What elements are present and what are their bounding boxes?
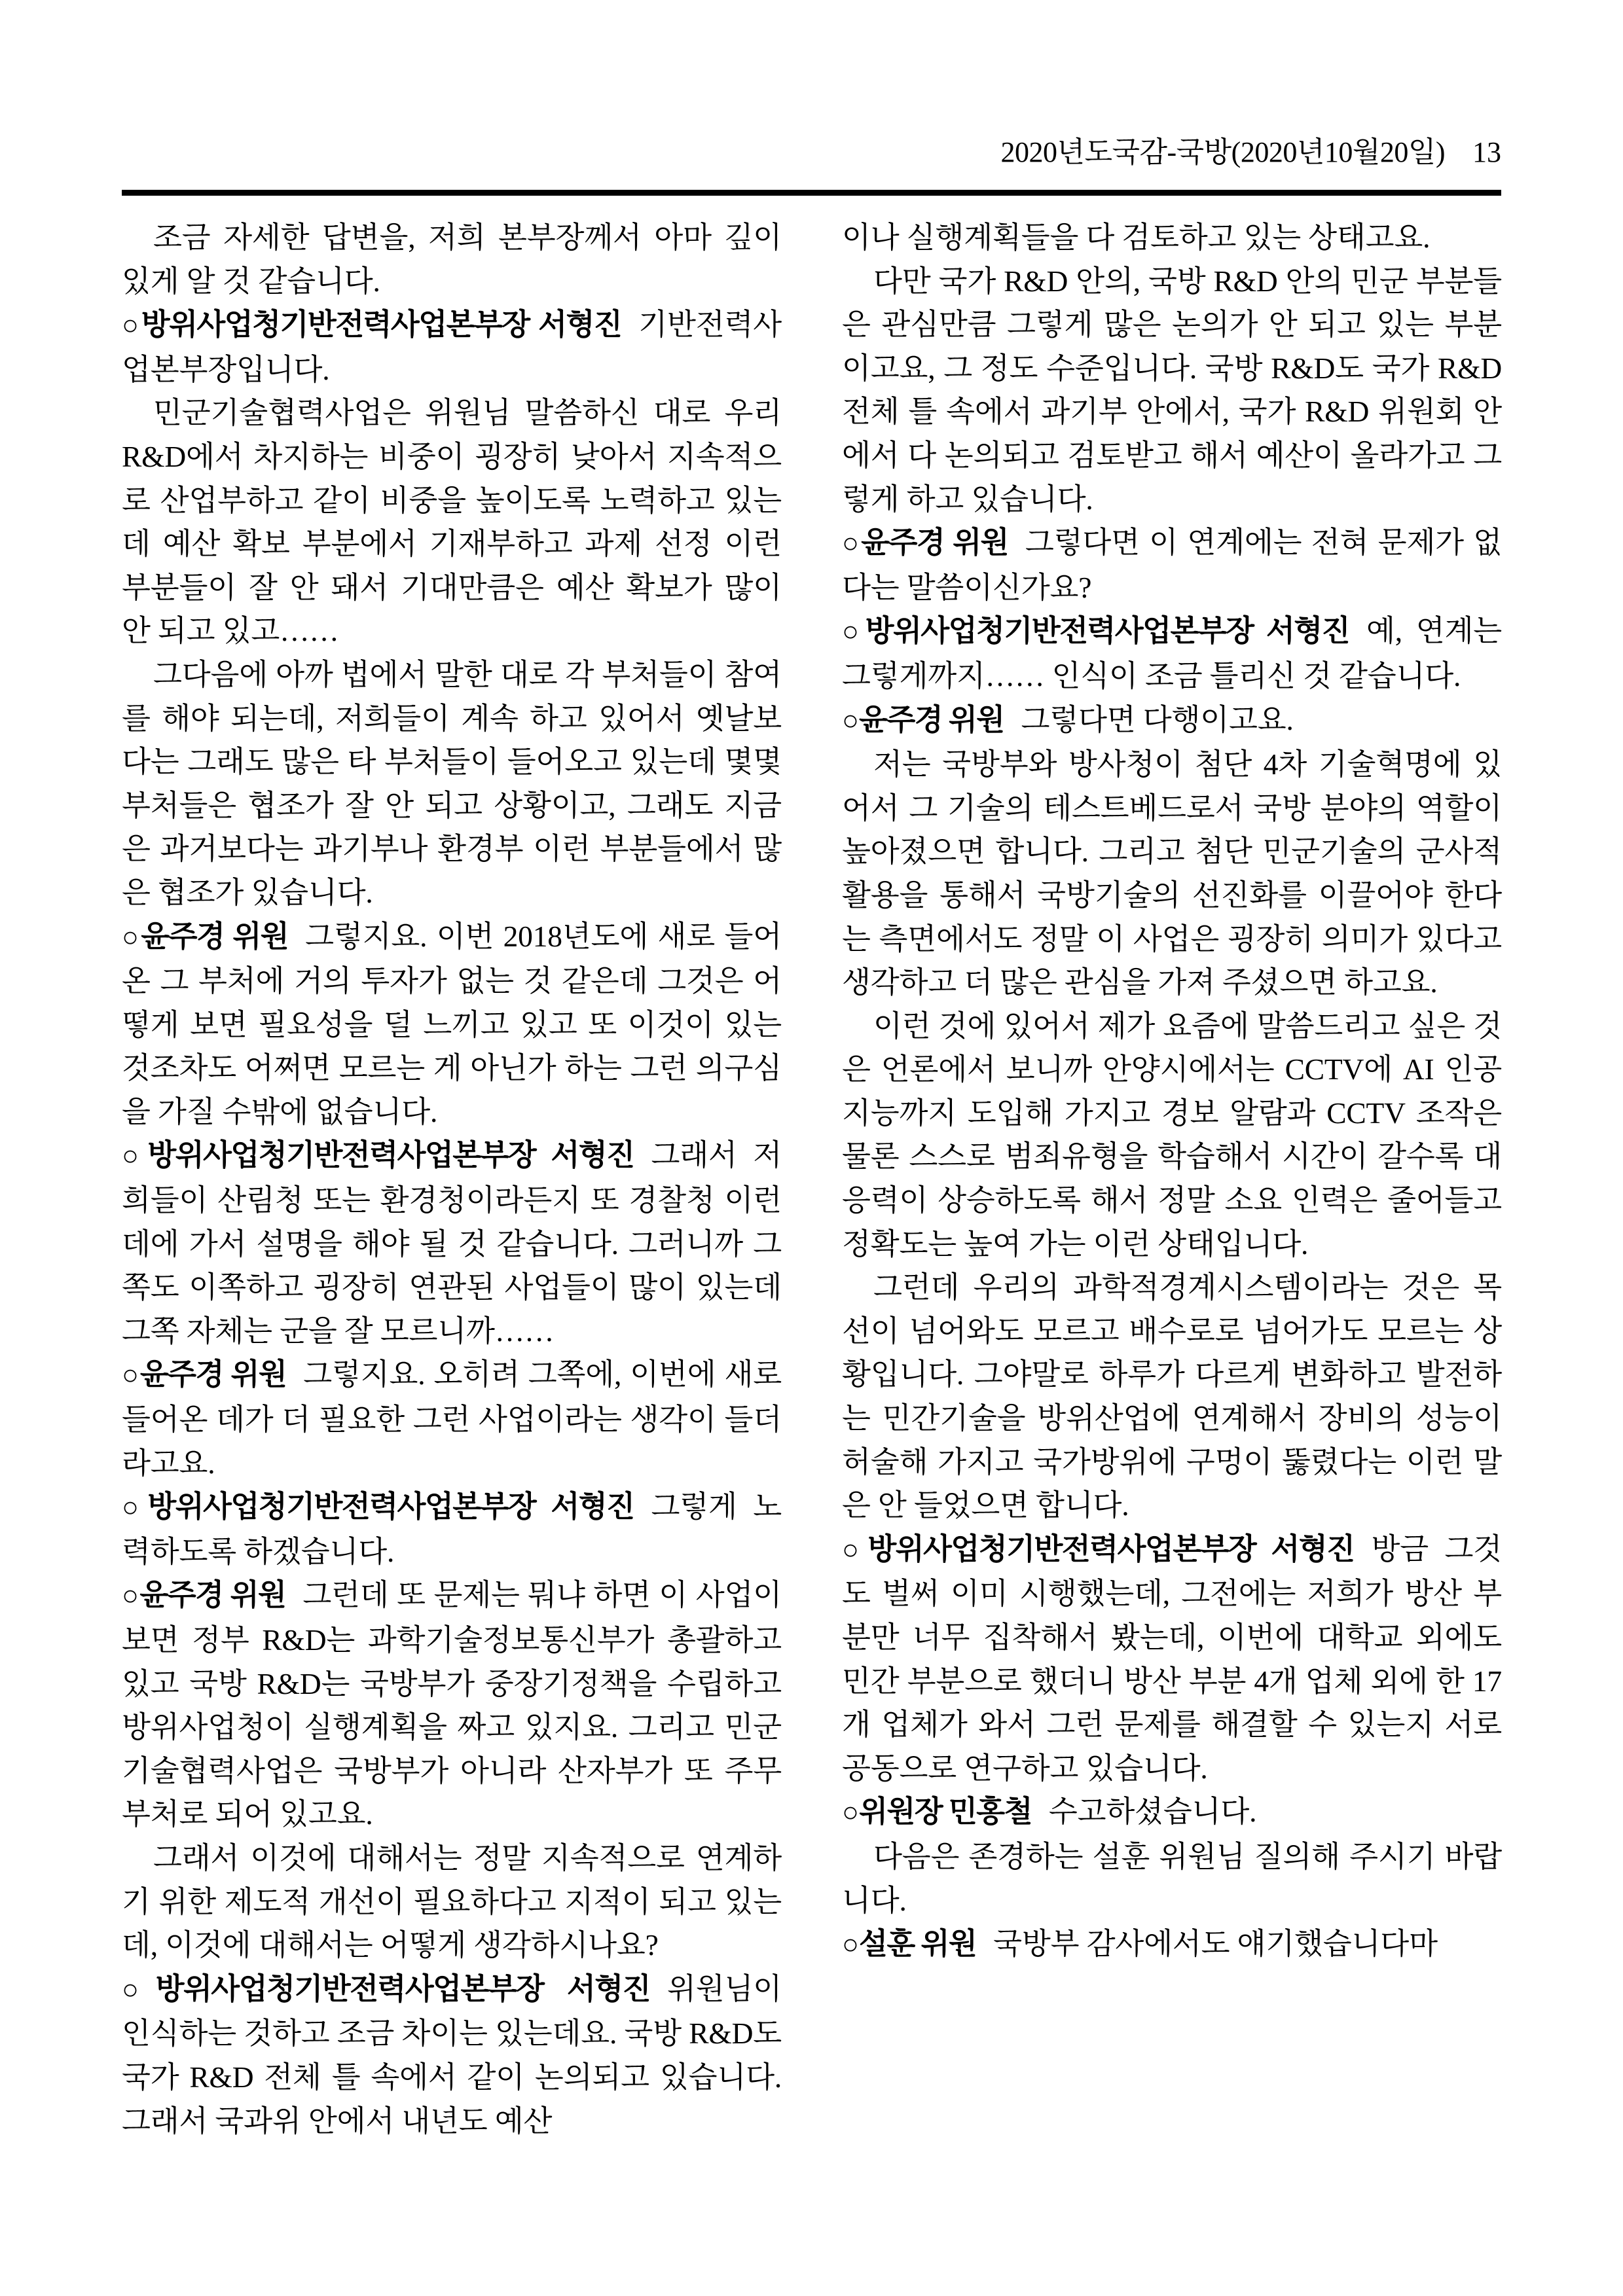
paragraph-text: 국방부 감사에서도 얘기했습니다마 bbox=[993, 1927, 1438, 1961]
paragraph-text: 예, 연계는 그렇게까지…… 인식이 조금 틀리신 것 같습니다. bbox=[842, 614, 1502, 692]
speaker-bullet-icon: ○ bbox=[842, 705, 859, 736]
speaker-name: 윤주경 위원 bbox=[861, 526, 1008, 560]
paragraph-text: 기반전력사업본부장입니다. bbox=[122, 308, 782, 386]
speech-paragraph bbox=[122, 1573, 782, 1837]
speaker-name: 방위사업청기반전력사업본부장 서형진 bbox=[867, 1532, 1355, 1566]
paragraph-text: 이나 실행계획들을 다 검토하고 있는 상태고요. bbox=[842, 221, 1431, 254]
paragraph-text: 그런데 또 문제는 뭐냐 하면 이 사업이 보면 정부 R&D는 과학기술정보통신부가 총괄하고 있고 국방 R&D는 국방부가 중장기정책을 수립하고 방위사업청이 실행계획을 짜고 있지요. 그리고 민군기술협력사업은 국방부가 아니라 산자부가 또 주무 부처로 되어 있고요. bbox=[122, 1578, 782, 1831]
body-paragraph bbox=[122, 391, 782, 653]
body-paragraph bbox=[842, 1835, 1502, 1922]
body-paragraph bbox=[842, 260, 1502, 522]
paragraph-text: 그렇지요. 오히려 그쪽에, 이번에 새로 들어온 데가 더 필요한 그런 사업이라는 생각이 들더라고요. bbox=[122, 1357, 782, 1480]
body-paragraph bbox=[842, 1005, 1502, 1266]
speaker-bullet-icon: ○ bbox=[842, 1534, 868, 1566]
paragraph-text: 수고하셨습니다. bbox=[1048, 1795, 1257, 1829]
speaker-name: 방위사업청기반전력사업본부장 서형진 bbox=[147, 1138, 634, 1172]
paragraph-text: 그런데 우리의 과학적경계시스템이라는 것은 목선이 넘어와도 모르고 배수로로 넘어가도 모르는 상황입니다. 그야말로 하루가 다르게 변화하고 발전하는 민간기술을 방위산업에 연계해서 장비의 성능이 허술해 가지고 국가방위에 구멍이 뚫렸다는 이런 말은 안 들었으면 합니다. bbox=[842, 1270, 1502, 1522]
speech-paragraph bbox=[842, 698, 1502, 744]
speaker-bullet-icon: ○ bbox=[842, 617, 866, 648]
speaker-bullet-icon: ○ bbox=[122, 310, 141, 342]
paragraph-text: 그래서 저희들이 산림청 또는 환경청이라든지 또 경찰청 이런 데에 가서 설명을 해야 될 것 같습니다. 그러니까 그쪽도 이쪽하고 굉장히 연관된 사업들이 많이 있는데 그쪽 자체는 군을 잘 모르니까…… bbox=[122, 1138, 782, 1348]
speaker-name: 윤주경 위원 bbox=[858, 702, 1004, 736]
body-paragraph bbox=[842, 1266, 1502, 1528]
right-text-column bbox=[842, 216, 1502, 2198]
paragraph-text: 위원님이 인식하는 것하고 조금 차이는 있는데요. 국방 R&D도 국가 R&D 전체 틀 속에서 같이 논의되고 있습니다. 그래서 국과위 안에서 내년도 예산 bbox=[122, 1971, 782, 2138]
paragraph-text: 방금 그것도 벌써 이미 시행했는데, 그전에는 저희가 방산 부분만 너무 집착해서 봤는데, 이번에 대학교 외에도 민간 부분으로 했더니 방산 부분 4개 업체 외에 한 17개 업체가 와서 그런 문제를 해결할 수 있는지 서로 공동으로 연구하고 있습니다. bbox=[842, 1532, 1503, 1785]
body-paragraph bbox=[842, 743, 1502, 1005]
speaker-bullet-icon: ○ bbox=[122, 922, 141, 953]
header-title: 2020년도국감-국방(2020년10월20일) bbox=[1000, 136, 1445, 168]
speaker-bullet-icon: ○ bbox=[122, 1581, 140, 1612]
paragraph-text: 그다음에 아까 법에서 말한 대로 각 부처들이 참여를 해야 되는데, 저희들이 계속 하고 있어서 옛날보다는 그래도 많은 타 부처들이 들어오고 있는데 몇몇 부처들은 협조가 잘 안 되고 상황이고, 그래도 지금은 과거보다는 과기부나 환경부 이런 부분들에서 많은 협조가 있습니다. bbox=[122, 657, 782, 909]
speech-paragraph bbox=[842, 521, 1502, 609]
speech-paragraph bbox=[122, 1353, 782, 1485]
speaker-name: 위원장 민홍철 bbox=[858, 1795, 1032, 1829]
speaker-bullet-icon: ○ bbox=[122, 1141, 148, 1172]
speaker-name: 윤주경 위원 bbox=[139, 1578, 286, 1612]
speech-paragraph bbox=[122, 1967, 782, 2143]
left-text-column bbox=[122, 216, 782, 2198]
speaker-name: 방위사업청기반전력사업본부장 서형진 bbox=[865, 614, 1349, 648]
speaker-bullet-icon: ○ bbox=[842, 1929, 859, 1961]
speaker-bullet-icon: ○ bbox=[122, 1974, 156, 2005]
speaker-name: 설훈 위원 bbox=[858, 1927, 977, 1961]
speaker-name: 방위사업청기반전력사업본부장 서형진 bbox=[155, 1971, 650, 2005]
page-number: 13 bbox=[1472, 136, 1501, 168]
speech-paragraph bbox=[842, 1790, 1502, 1835]
body-paragraph bbox=[122, 1837, 782, 1967]
paragraph-text: 그렇게 노력하도록 하겠습니다. bbox=[122, 1490, 782, 1568]
paragraph-text: 저는 국방부와 방사청이 첨단 4차 기술혁명에 있어서 그 기술의 테스트베드로서 국방 분야의 역할이 높아졌으면 합니다. 그리고 첨단 민군기술의 군사적 활용을 통해서 국방기술의 선진화를 이끌어야 한다는 측면에서도 정말 이 사업은 굉장히 의미가 있다고 생각하고 더 많은 관심을 가져 주셨으면 하고요. bbox=[842, 747, 1502, 999]
speaker-bullet-icon: ○ bbox=[122, 1492, 148, 1524]
speech-paragraph bbox=[842, 1922, 1502, 1967]
speech-paragraph bbox=[122, 1485, 782, 1573]
speaker-name: 방위사업청기반전력사업본부장 서형진 bbox=[141, 308, 622, 342]
paragraph-text: 다만 국가 R&D 안의, 국방 R&D 안의 민군 부분들은 관심만큼 그렇게 많은 논의가 안 되고 있는 부분이고요, 그 정도 수준입니다. 국방 R&D도 국가 R&D 전체 틀 속에서 과기부 안에서, 국가 R&D 위원회 안에서 다 논의되고 검토받고 해서 예산이 올라가고 그렇게 하고 있습니다. bbox=[842, 264, 1502, 516]
paragraph-text: 그렇다면 다행이고요. bbox=[1021, 702, 1294, 736]
paragraph-text: 조금 자세한 답변을, 저희 본부장께서 아마 깊이 있게 알 것 같습니다. bbox=[122, 221, 782, 298]
speech-paragraph bbox=[122, 1134, 782, 1353]
speech-paragraph bbox=[122, 303, 782, 391]
speaker-bullet-icon: ○ bbox=[842, 1797, 859, 1829]
paragraph-text: 그래서 이것에 대해서는 정말 지속적으로 연계하기 위한 제도적 개선이 필요하다고 지적이 되고 있는데, 이것에 대해서는 어떻게 생각하시나요? bbox=[122, 1840, 782, 1962]
speaker-name: 윤주경 위원 bbox=[141, 919, 289, 953]
speech-paragraph bbox=[842, 609, 1502, 698]
header-divider-rule bbox=[122, 190, 1501, 196]
speaker-bullet-icon: ○ bbox=[122, 1360, 140, 1391]
running-header bbox=[122, 128, 1501, 171]
speaker-bullet-icon: ○ bbox=[842, 528, 862, 560]
speech-paragraph bbox=[842, 1528, 1502, 1791]
speaker-name: 방위사업청기반전력사업본부장 서형진 bbox=[147, 1490, 634, 1524]
paragraph-text: 다음은 존경하는 설훈 위원님 질의해 주시기 바랍니다. bbox=[842, 1839, 1502, 1917]
speaker-name: 윤주경 위원 bbox=[139, 1357, 287, 1391]
speech-paragraph bbox=[122, 915, 782, 1134]
paragraph-text: 그렇다면 이 연계에는 전혀 문제가 없다는 말씀이신가요? bbox=[842, 526, 1503, 604]
body-paragraph bbox=[842, 216, 1502, 260]
body-paragraph bbox=[122, 653, 782, 915]
paragraph-text: 그렇지요. 이번 2018년도에 새로 들어온 그 부처에 거의 투자가 없는 것 같은데 그것은 어떻게 보면 필요성을 덜 느끼고 있고 또 이것이 있는 것조차도 어쩌면 모르는 게 아닌가 하는 그런 의구심을 가질 수밖에 없습니다. bbox=[122, 919, 782, 1128]
body-paragraph bbox=[122, 216, 782, 303]
paragraph-text: 이런 것에 있어서 제가 요즘에 말씀드리고 싶은 것은 언론에서 보니까 안양시에서는 CCTV에 AI 인공지능까지 도입해 가지고 경보 알람과 CCTV 조작은 물론 스스로 범죄유형을 학습해서 시간이 갈수록 대응력이 상승하도록 해서 정말 소요 인력은 줄어들고 정확도는 높여 가는 이런 상태입니다. bbox=[842, 1009, 1502, 1261]
paragraph-text: 민군기술협력사업은 위원님 말씀하신 대로 우리 R&D에서 차지하는 비중이 굉장히 낮아서 지속적으로 산업부하고 같이 비중을 높이도록 노력하고 있는데 예산 확보 부분에서 기재부하고 과제 선정 이런 부분들이 잘 안 돼서 기대만큼은 예산 확보가 많이 안 되고 있고…… bbox=[122, 396, 782, 648]
two-column-body bbox=[122, 216, 1501, 2198]
